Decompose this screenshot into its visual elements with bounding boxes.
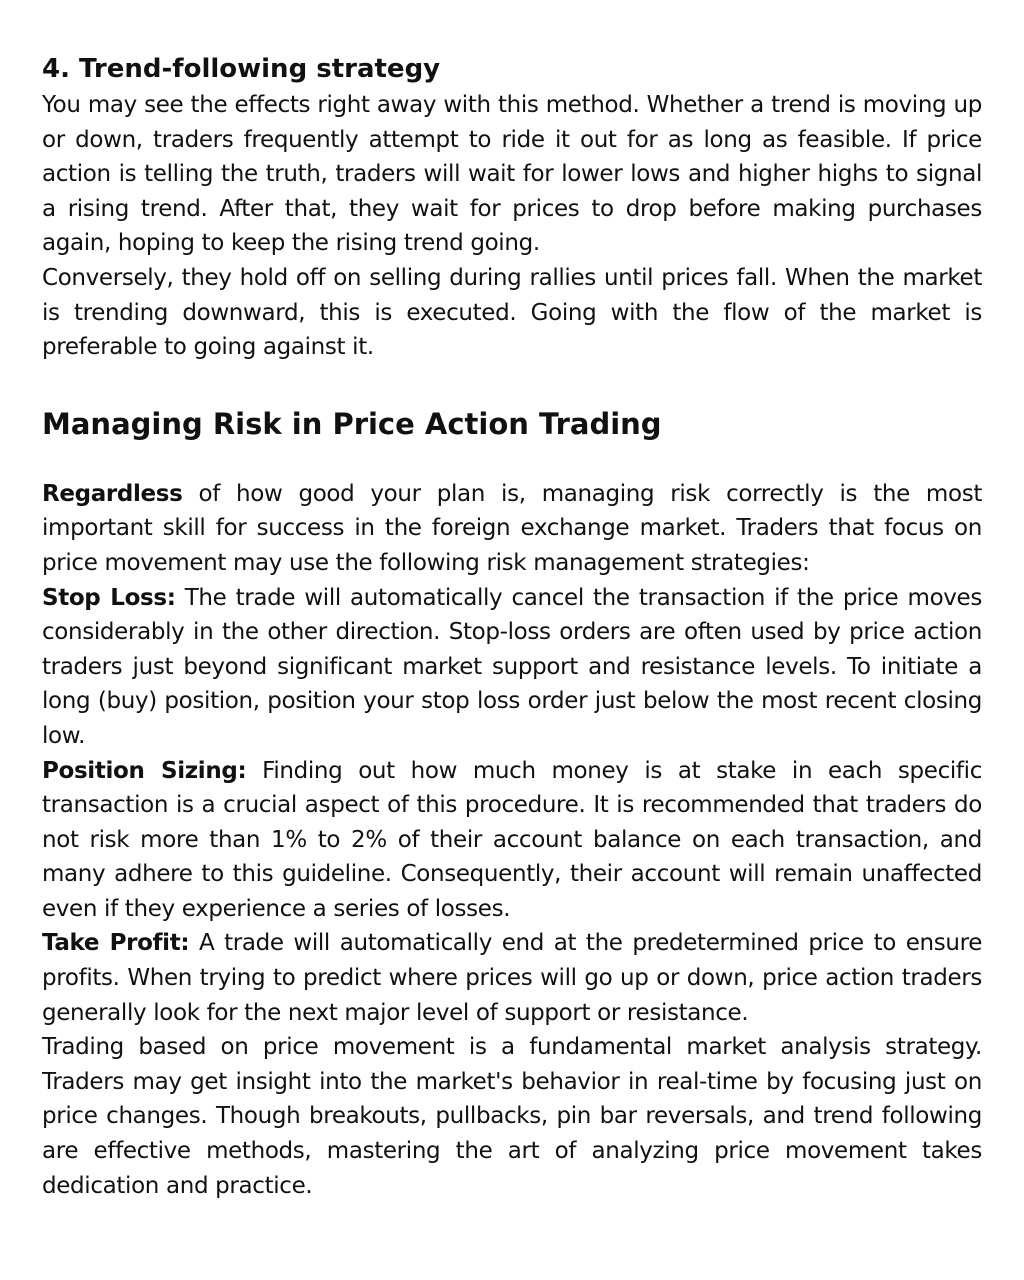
stop-loss-text: The trade will automatically cancel the transaction if the price moves considerably in the other direction. Stop-loss orders are often used by price action traders just beyond significant market support and resistance levels. To initiate a long (buy) position, position your stop loss order just below the most recent closing low. [42, 584, 982, 749]
section-heading-trend-following: 4. Trend-following strategy [42, 54, 441, 84]
stop-loss-label: Stop Loss: [42, 584, 176, 611]
trend-following-paragraph-1: You may see the effects right away with this method. Whether a trend is moving up or down, traders frequently attempt to ride it out for as long as feasible. If price action is telling the truth, traders will wait for lower lows and higher highs to signal a rising trend. After that, they wait for prices to drop before making purchases again, hoping to keep the rising trend going. [42, 92, 982, 257]
risk-item-take-profit [42, 926, 982, 1030]
risk-item-position-sizing [42, 754, 982, 927]
section-heading-managing-risk: Managing Risk in Price Action Trading [42, 406, 662, 441]
document-page [42, 50, 982, 1203]
trend-following-paragraph-2: Conversely, they hold off on selling during rallies until prices fall. When the market is trending downward, this is executed. Going with the flow of the market is preferable to going against it. [42, 264, 982, 361]
take-profit-text: A trade will automatically end at the predetermined price to ensure profits. When trying to predict where prices will go up or down, price action traders generally look for the next major level of support or resistance. [42, 930, 982, 1026]
risk-item-stop-loss [42, 581, 982, 754]
risk-intro-lead: Regardless [42, 480, 183, 507]
position-sizing-label: Position Sizing: [42, 757, 247, 784]
risk-intro-paragraph [42, 477, 982, 581]
risk-intro-text: of how good your plan is, managing risk correctly is the most important skill for success in the foreign exchange market. Traders that focus on price movement may use the following risk management strategies: [42, 480, 982, 576]
take-profit-label: Take Profit: [42, 930, 190, 957]
conclusion-paragraph: Trading based on price movement is a fundamental market analysis strategy. Traders may get insight into the market's behavior in real-time by focusing just on price changes. Though breakouts, pullbacks, pin bar reversals, and trend following are effective methods, mastering the art of analyzing price movement takes dedication and practice. [42, 1034, 982, 1199]
position-sizing-text: Finding out how much money is at stake in each specific transaction is a crucial aspect of this procedure. It is recommended that traders do not risk more than 1% to 2% of their account balance on each transaction, and many adhere to this guideline. Consequently, their account will remain unaffected even if they experience a series of losses. [42, 757, 982, 922]
